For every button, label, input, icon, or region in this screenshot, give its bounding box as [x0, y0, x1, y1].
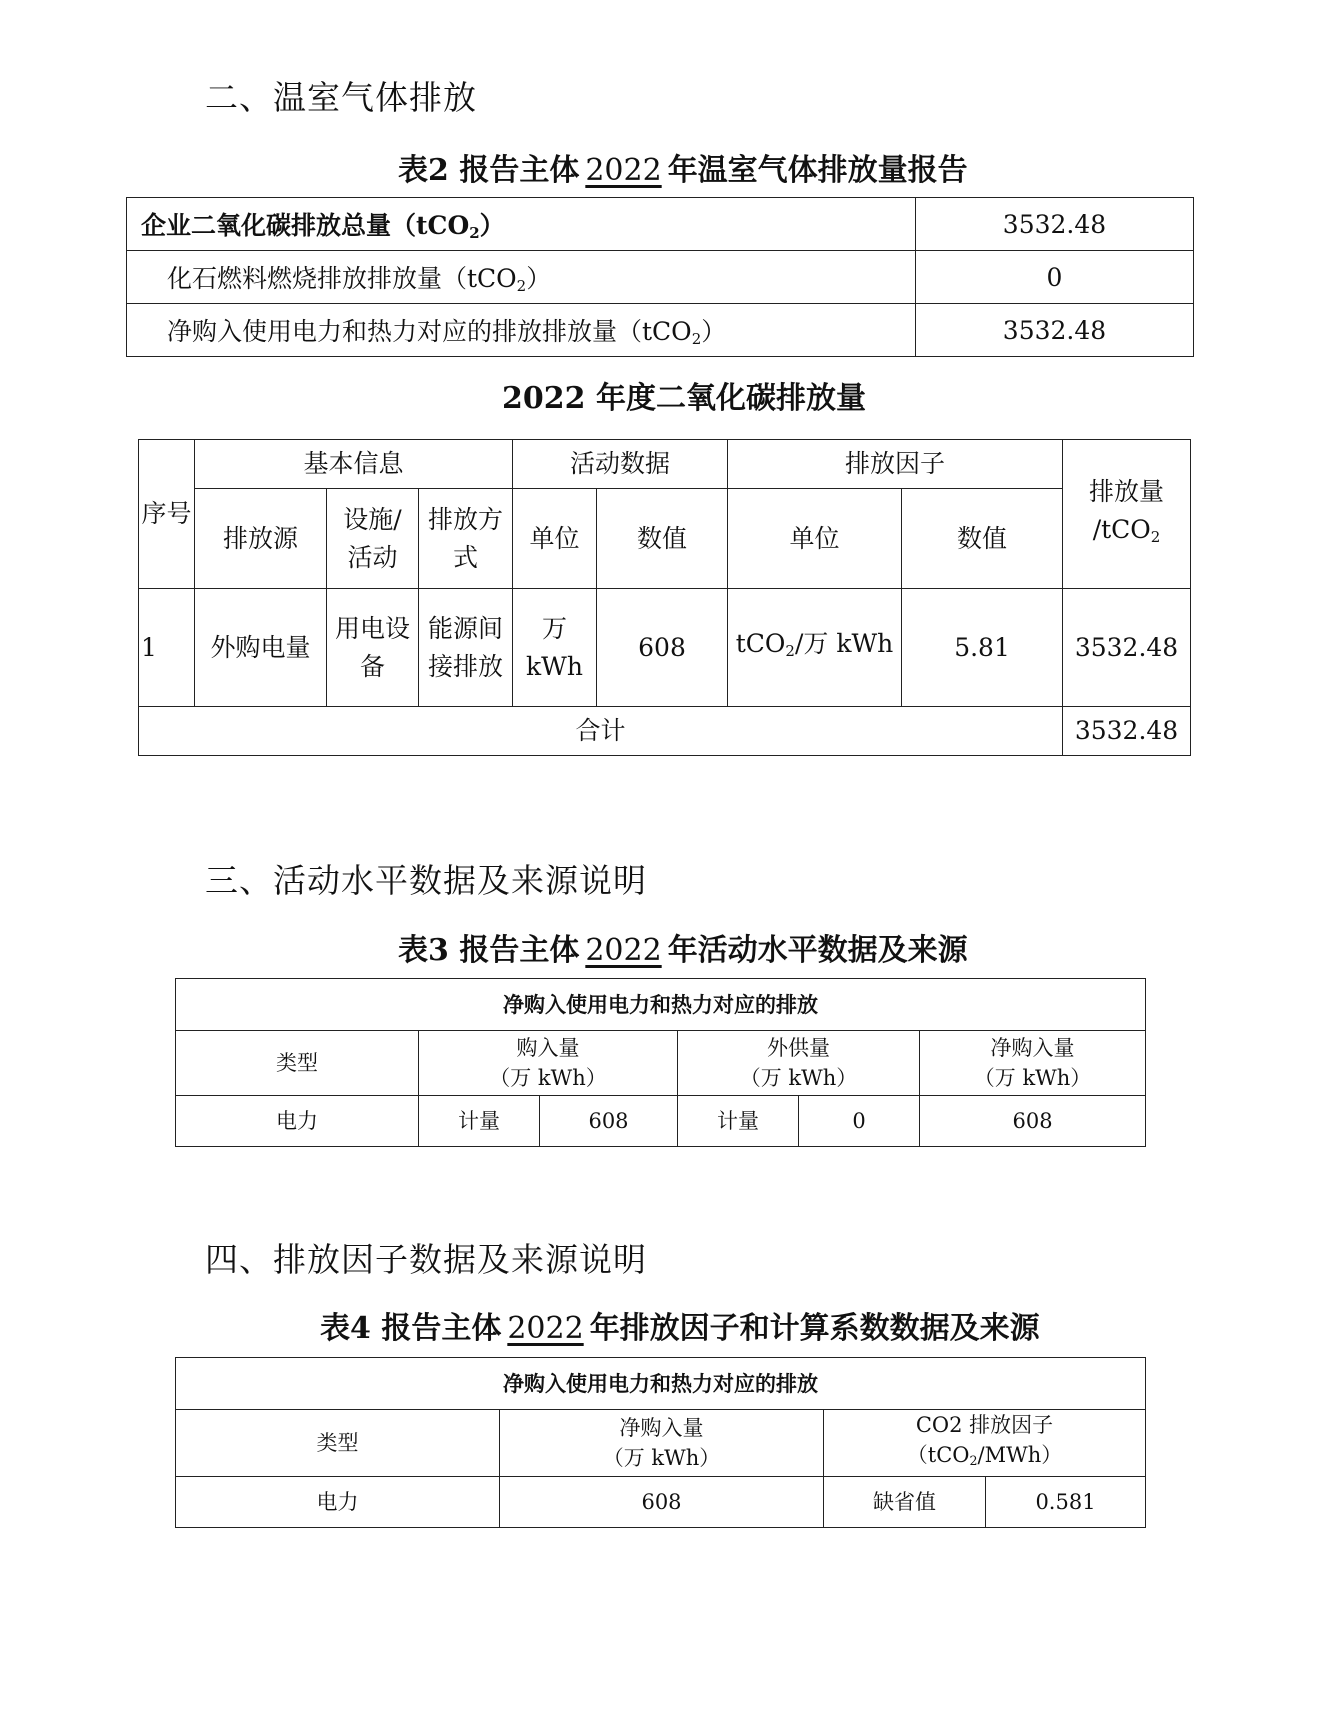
row-unit-line1: 万: [541, 613, 567, 643]
row-unit: [513, 589, 597, 707]
table3-col-supplied-label: 外供量: [767, 1036, 830, 1060]
header-seq: 序号: [139, 440, 195, 589]
table2-row-label-sub: 2: [516, 276, 527, 295]
table2-row-label-text: 企业二氧化碳排放总量（tCO: [141, 211, 470, 240]
table4-col-type: 类型: [176, 1410, 500, 1477]
row-unit-line2: kWh: [526, 651, 583, 681]
table-header-row: [176, 1031, 1146, 1096]
table2-caption-prefix: 表2 报告主体: [398, 153, 580, 188]
row-seq: 1: [139, 589, 195, 707]
row-value: 608: [597, 589, 728, 707]
table2-row-label-sub: 2: [691, 329, 702, 348]
table2-row-label-text: 化石燃料燃烧排放排放量（tCO: [167, 264, 517, 293]
table3-col-net: [920, 1031, 1146, 1096]
table2-row-label: [127, 198, 916, 251]
table2-row-value: 3532.48: [916, 198, 1194, 251]
table3-purchased-value: 608: [540, 1096, 678, 1147]
row-emission: 3532.48: [1063, 589, 1191, 707]
header-emission-unit-prefix: /tCO: [1092, 514, 1151, 544]
row-ef-unit-suffix: /万 kWh: [794, 629, 894, 659]
header-facility: [327, 489, 419, 589]
table2: [126, 197, 1194, 357]
table2-row-label-close: ）: [701, 317, 727, 346]
table3-header: 净购入使用电力和热力对应的排放: [176, 979, 1146, 1031]
table3: [175, 978, 1146, 1147]
table4-caption-year: 2022: [507, 1311, 584, 1346]
table-header-row: [176, 979, 1146, 1031]
header-emission-unit-sub: 2: [1150, 527, 1161, 546]
header-emission-factor: 排放因子: [728, 440, 1063, 489]
row-method-line2: 接排放: [427, 651, 503, 681]
table3-net-value: 608: [920, 1096, 1146, 1147]
table3-supplied-method: 计量: [678, 1096, 799, 1147]
header-emission: [1063, 440, 1191, 589]
table4-caption-prefix: 表4 报告主体: [320, 1311, 502, 1346]
row-facility-line1: 用电设: [334, 613, 410, 643]
table4-caption: [320, 1303, 1040, 1347]
header-ef-unit: 单位: [728, 489, 902, 589]
table3-col-net-unit: （万 kWh）: [973, 1066, 1092, 1090]
header-activity-data: 活动数据: [513, 440, 728, 489]
total-label: 合计: [139, 707, 1063, 756]
table3-col-purchased-label: 购入量: [516, 1036, 580, 1060]
header-emission-unit: [1063, 511, 1190, 556]
table-total-row: [139, 707, 1191, 756]
table3-col-net-label: 净购入量: [990, 1036, 1075, 1060]
table4-col-ef-unit-suffix: /MWh）: [977, 1443, 1063, 1467]
table2-caption-year: 2022: [585, 153, 662, 188]
table2-caption: [398, 145, 968, 189]
header-facility-line1: 设施/: [343, 504, 402, 534]
section4-heading: 四、排放因子数据及来源说明: [205, 1240, 647, 1279]
table3-supplied-value: 0: [799, 1096, 920, 1147]
row-ef-unit: [728, 589, 902, 707]
annual-emissions-table: [138, 439, 1191, 756]
table-row: [139, 589, 1191, 707]
table4-row-type: 电力: [176, 1477, 500, 1528]
table4-header: 净购入使用电力和热力对应的排放: [176, 1358, 1146, 1410]
header-value: 数值: [597, 489, 728, 589]
table2-caption-suffix: 年温室气体排放量报告: [667, 153, 968, 188]
header-method-line2: 式: [452, 542, 478, 572]
table-row: [176, 1477, 1146, 1528]
table3-col-purchased: [419, 1031, 678, 1096]
table3-caption-suffix: 年活动水平数据及来源: [667, 933, 968, 968]
row-method-line1: 能源间: [427, 613, 503, 643]
section2-heading: 二、温室气体排放: [205, 78, 477, 117]
table4-col-ef-label: CO2 排放因子: [915, 1413, 1054, 1437]
total-value: 3532.48: [1063, 707, 1191, 756]
table4-caption-suffix: 年排放因子和计算系数数据及来源: [589, 1311, 1040, 1346]
table4-net-value: 608: [500, 1477, 824, 1528]
table-header-row: [176, 1410, 1146, 1477]
row-ef-value: 5.81: [902, 589, 1063, 707]
header-source: 排放源: [195, 489, 327, 589]
table2-row-label-sub: 2: [469, 223, 480, 242]
table4-col-ef-unit-sub: 2: [969, 1453, 978, 1469]
table3-purchased-method: 计量: [419, 1096, 540, 1147]
row-facility-line2: 备: [359, 651, 385, 681]
header-basic-info: 基本信息: [195, 440, 513, 489]
header-facility-line2: 活动: [347, 542, 398, 572]
header-emission-label: 排放量: [1089, 476, 1165, 506]
table2-row-label-text: 净购入使用电力和热力对应的排放排放量（tCO: [167, 317, 692, 346]
row-ef-unit-prefix: tCO: [735, 629, 786, 659]
table3-caption-year: 2022: [585, 933, 662, 968]
table-header-row: [139, 489, 1191, 539]
table4: [175, 1357, 1146, 1528]
table-header-row: [176, 1358, 1146, 1410]
row-facility: [327, 589, 419, 707]
table4-col-net: [500, 1410, 824, 1477]
header-unit: 单位: [513, 489, 597, 589]
table2-row-label-close: ）: [479, 211, 505, 240]
table2-row-label: [127, 251, 916, 304]
table-row: [127, 304, 1194, 357]
table2-row-value: 0: [916, 251, 1194, 304]
table4-ef-method: 缺省值: [824, 1477, 986, 1528]
table-row: [127, 251, 1194, 304]
row-source: 外购电量: [195, 589, 327, 707]
row-method: [419, 589, 513, 707]
header-method: [419, 489, 513, 589]
table3-col-purchased-unit: （万 kWh）: [489, 1066, 607, 1090]
table4-col-net-label: 净购入量: [619, 1416, 704, 1441]
table3-caption: [398, 925, 968, 969]
table4-ef-value: 0.581: [986, 1477, 1146, 1528]
table4-col-ef-unit-prefix: （tCO: [906, 1443, 970, 1467]
table3-caption-prefix: 表3 报告主体: [398, 933, 580, 968]
table4-col-net-unit: （万 kWh）: [602, 1446, 721, 1471]
table3-col-supplied-unit: （万 kWh）: [739, 1066, 858, 1090]
table4-col-ef: [824, 1410, 1146, 1477]
table3-row-type: 电力: [176, 1096, 419, 1147]
table2-row-value: 3532.48: [916, 304, 1194, 357]
table4-col-ef-unit: [824, 1440, 1145, 1476]
table2-row-label-close: ）: [526, 264, 552, 293]
table3-col-type: 类型: [176, 1031, 419, 1096]
table-row: [127, 198, 1194, 251]
row-ef-unit-sub: 2: [785, 641, 795, 660]
header-ef-value: 数值: [902, 489, 1063, 589]
annual-table-title: 2022 年度二氧化碳排放量: [502, 381, 866, 416]
table2-row-label: [127, 304, 916, 357]
section3-heading: 三、活动水平数据及来源说明: [205, 861, 647, 900]
table-header-row: [139, 440, 1191, 489]
table3-col-supplied: [678, 1031, 920, 1096]
table-row: [176, 1096, 1146, 1147]
header-method-line1: 排放方: [427, 504, 503, 534]
